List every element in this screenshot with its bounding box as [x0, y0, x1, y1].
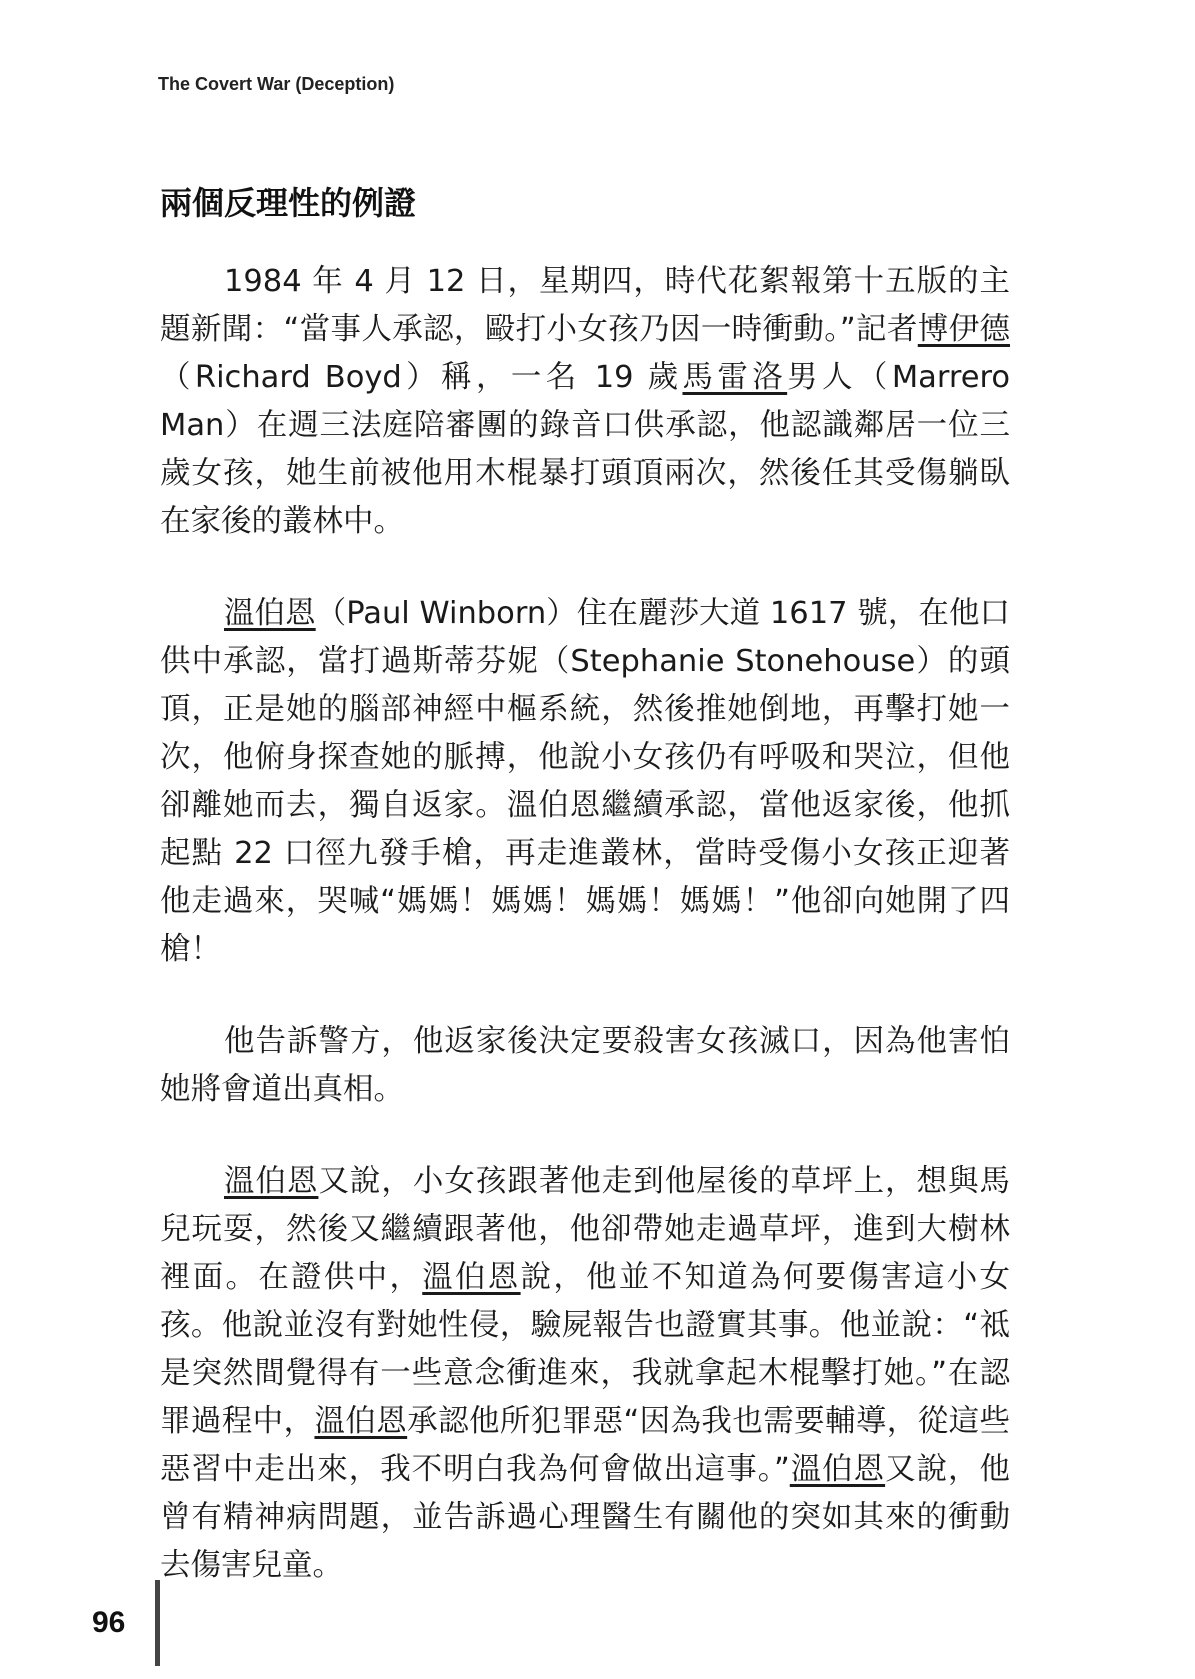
page-rule: [155, 1580, 160, 1666]
underlined-name: 溫伯恩: [224, 1164, 319, 1199]
text-run: 1984 年 4 月 12 日，星期四，時代花絮報第十五版的主題新聞：“當事人承認，毆打小女孩乃因一時衝動。”記者: [160, 264, 1010, 347]
text-run: 他告訴警方，他返家後決定要殺害女孩滅口，因為他害怕她將會道出真相。: [160, 1024, 1010, 1107]
text-run: （Paul Winborn）住在麗莎大道 1617 號，在他口供中承認，當打過斯蒂芬妮（Stephanie Stonehouse）的頭頂，正是她的腦部神經中樞系統，然後推她倒地，再擊打她一次，他俯身探查她的脈搏，他說小女孩仍有呼吸和哭泣，但他卻離她而去，獨自返家。溫伯恩繼續承認，當他返家後，他抓起點 22 口徑九發手槍，再走進叢林，當時受傷小女孩正迎著他走過來，哭喊“媽媽！媽媽！媽媽！媽媽！”他卻向她開了四槍！: [160, 596, 1011, 967]
paragraph: [160, 258, 1010, 546]
page-number: 96: [92, 1606, 126, 1639]
underlined-name: 溫伯恩: [789, 1452, 886, 1487]
text-run: 承認他所犯罪惡“因為我也需要輔導，從這些惡習中走出來，我不明白我為何會做出這事。”: [160, 1404, 1010, 1487]
section-title: 兩個反理性的例證: [160, 184, 417, 222]
paragraph: [160, 590, 1010, 974]
text-run: 又說，他曾有精神病問題，並告訴過心理醫生有關他的突如其來的衝動去傷害兒童。: [160, 1452, 1010, 1583]
underlined-name: 博伊德: [917, 312, 1011, 347]
paragraph: [160, 1158, 1010, 1590]
text-run: 男人（Marrero Man）在週三法庭陪審團的錄音口供承認，他認識鄰居一位三歲女孩，她生前被他用木棍暴打頭頂兩次，然後任其受傷躺臥在家後的叢林中。: [160, 360, 1010, 539]
running-header: The Covert War (Deception): [158, 74, 395, 94]
underlined-name: 溫伯恩: [422, 1260, 521, 1295]
text-run: （Richard Boyd）稱，一名 19 歲: [160, 360, 683, 395]
paragraph: [160, 1018, 1010, 1114]
body-text: [160, 258, 1010, 1634]
underlined-name: 溫伯恩: [224, 596, 316, 631]
underlined-name: 溫伯恩: [314, 1404, 408, 1439]
underlined-name: 馬雷洛: [682, 360, 788, 395]
text-run: 說，他並不知道為何要傷害這小女孩。他說並沒有對她性侵，驗屍報告也證實其事。他並說：“祗是突然間覺得有一些意念衝進來，我就拿起木棍擊打她。”在認罪過程中，: [160, 1260, 1011, 1439]
text-run: 又說，小女孩跟著他走到他屋後的草坪上，想與馬兒玩耍，然後又繼續跟著他，他卻帶她走過草坪，進到大樹林裡面。在證供中，: [160, 1164, 1010, 1295]
